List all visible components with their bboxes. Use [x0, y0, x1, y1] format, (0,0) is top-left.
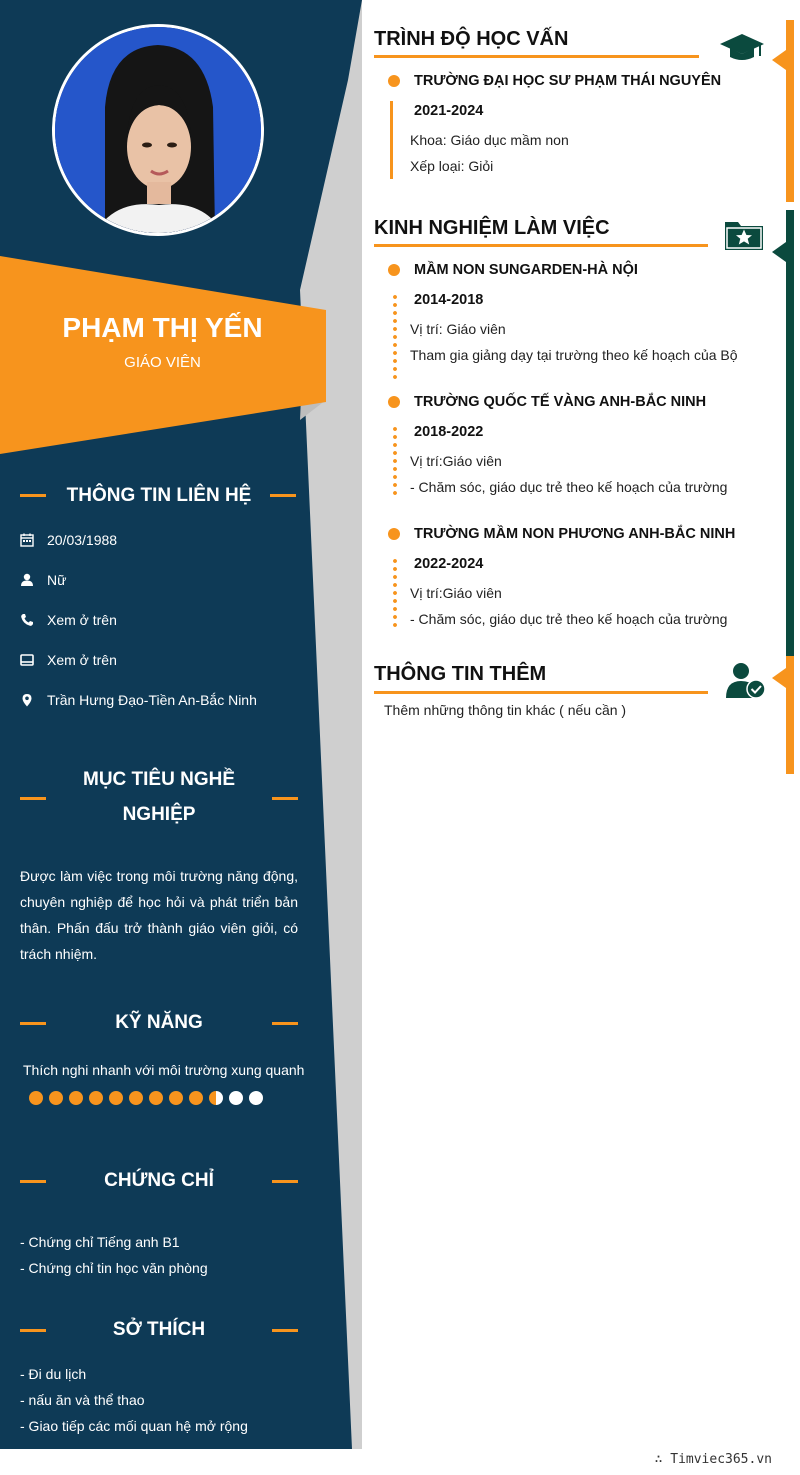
job-company: TRƯỜNG MẦM NON PHƯƠNG ANH-BẮC NINH — [414, 526, 736, 542]
title-underline — [374, 55, 699, 58]
divider — [270, 494, 296, 497]
hobby-item: - Giao tiếp các mối quan hệ mở rộng — [20, 1418, 248, 1434]
objective-title-line2: NGHIỆP — [122, 804, 196, 825]
timeline-dots — [393, 425, 397, 499]
hobbies-title: SỞ THÍCH — [112, 1319, 206, 1340]
job-company: TRƯỜNG QUỐC TẾ VÀNG ANH-BẮC NINH — [414, 394, 707, 410]
skill-dot — [69, 1091, 83, 1105]
education-grade: Xếp loại: Giỏi — [410, 158, 494, 174]
job-position: Vị trí:Giáo viên — [410, 453, 502, 469]
additional-title: THÔNG TIN THÊM — [374, 663, 547, 685]
skill-dot — [29, 1091, 43, 1105]
skill-dot — [49, 1091, 63, 1105]
graduation-cap-icon — [720, 32, 764, 64]
education-period: 2021-2024 — [414, 103, 484, 119]
job-position: Vị trí: Giáo viên — [410, 321, 506, 337]
contact-value: Xem ở trên — [47, 612, 117, 628]
divider — [272, 1329, 298, 1332]
user-check-icon — [726, 662, 766, 698]
contact-address — [20, 690, 257, 710]
divider — [272, 797, 298, 800]
skill-dot — [149, 1091, 163, 1105]
contact-gender — [20, 570, 66, 590]
contact-email — [20, 650, 117, 670]
additional-text: Thêm những thông tin khác ( nếu cần ) — [384, 702, 627, 718]
objective-title-line1: MỤC TIÊU NGHỀ — [83, 769, 235, 790]
skills-title: KỸ NĂNG — [115, 1012, 203, 1033]
timeline-bullet — [388, 75, 400, 87]
certificate-item: - Chứng chỉ tin học văn phòng — [20, 1260, 208, 1276]
avatar — [52, 24, 264, 236]
education-title: TRÌNH ĐỘ HỌC VẤN — [374, 28, 569, 50]
school-name: TRƯỜNG ĐẠI HỌC SƯ PHẠM THÁI NGUYÊN — [414, 73, 722, 89]
job-period: 2018-2022 — [414, 424, 484, 440]
job-period: 2014-2018 — [414, 292, 484, 308]
location-icon — [20, 693, 34, 707]
contact-value: 20/03/1988 — [47, 532, 118, 548]
job-period: 2022-2024 — [414, 556, 484, 572]
skill-dot — [169, 1091, 183, 1105]
calendar-icon — [20, 533, 34, 547]
skill-name: Thích nghi nhanh với môi trường xung quanh — [23, 1062, 305, 1078]
divider — [20, 797, 46, 800]
contact-birthdate — [20, 530, 117, 550]
objective-text: Được làm việc trong môi trường năng động, chuyên nghiệp để học hỏi và phát triển bản thân. Phấn đấu trở thành giáo viên giỏi, có trách nhiệm. — [20, 868, 298, 962]
education-faculty: Khoa: Giáo dục mầm non — [410, 132, 569, 148]
contact-title: THÔNG TIN LIÊN HỆ — [66, 485, 252, 506]
timeline-bullet — [388, 264, 400, 276]
timeline-dots — [393, 293, 397, 381]
skill-dot — [189, 1091, 203, 1105]
footer-brand: ∴ Timviec365.vn — [654, 1452, 772, 1467]
hobby-item: - nấu ăn và thể thao — [20, 1392, 145, 1408]
skill-dot — [109, 1091, 123, 1105]
contact-value: Xem ở trên — [47, 652, 117, 668]
title-underline — [374, 691, 708, 694]
job-description: - Chăm sóc, giáo dục trẻ theo kế hoạch của trường — [410, 479, 728, 495]
certificates-title: CHỨNG CHỈ — [104, 1170, 214, 1191]
candidate-name: PHẠM THỊ YẾN — [62, 312, 263, 343]
contact-value: Trần Hưng Đạo-Tiền An-Bắc Ninh — [47, 692, 257, 708]
certificate-item: - Chứng chỉ Tiếng anh B1 — [20, 1234, 180, 1250]
folder-star-icon — [724, 217, 764, 251]
contact-value: Nữ — [47, 572, 67, 588]
job-description: - Chăm sóc, giáo dục trẻ theo kế hoạch của trường — [410, 611, 728, 627]
hobby-item: - Đi du lịch — [20, 1366, 87, 1382]
divider — [272, 1180, 298, 1183]
candidate-role: GIÁO VIÊN — [124, 354, 201, 371]
skill-dot — [129, 1091, 143, 1105]
job-position: Vị trí:Giáo viên — [410, 585, 502, 601]
skill-dot — [89, 1091, 103, 1105]
skill-dot — [229, 1091, 243, 1105]
skill-rating — [29, 1091, 263, 1105]
title-underline — [374, 244, 708, 247]
user-icon — [20, 573, 34, 587]
timeline-bullet — [388, 528, 400, 540]
job-description: Tham gia giảng dạy tại trường theo kế hoạch của Bộ — [410, 347, 738, 363]
skill-dot — [209, 1091, 223, 1105]
timeline-dots — [393, 557, 397, 631]
timeline-bullet — [388, 396, 400, 408]
email-icon — [20, 653, 34, 667]
profile-photo — [55, 27, 261, 233]
job-company: MẦM NON SUNGARDEN-HÀ NỘI — [414, 262, 638, 278]
contact-phone — [20, 610, 117, 630]
divider — [272, 1022, 298, 1025]
phone-icon — [20, 613, 34, 627]
experience-title: KINH NGHIỆM LÀM VIỆC — [374, 217, 610, 239]
timeline-bar — [390, 101, 393, 179]
right-edge-accent — [766, 20, 800, 780]
skill-dot — [249, 1091, 263, 1105]
